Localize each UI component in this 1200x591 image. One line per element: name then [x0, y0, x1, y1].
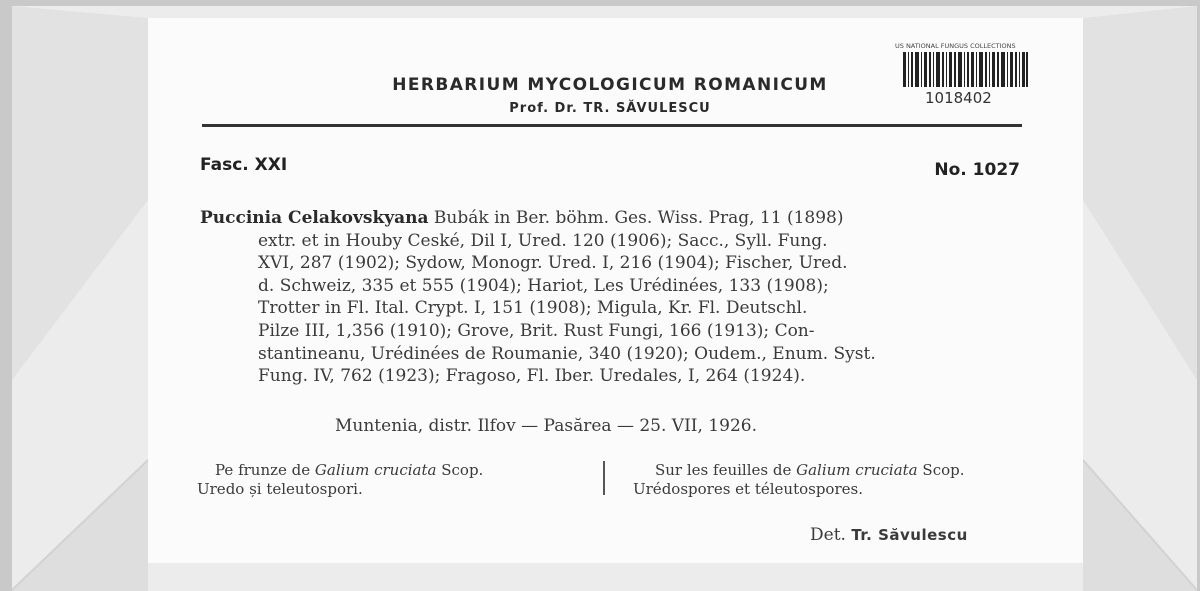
taxon-citation [200, 207, 1020, 388]
column-divider [603, 461, 605, 495]
exsiccata-number: No. 1027 [934, 160, 1020, 180]
institution-title: HERBARIUM MYCOLOGICUM ROMANICUM [392, 75, 828, 95]
taxon-name: Puccinia Celakovskyana [200, 208, 429, 228]
barcode-label [895, 42, 1040, 112]
host-species: Galium cruciata [314, 461, 437, 479]
citation-line: Trotter in Fl. Ital. Crypt. I, 151 (1908); Migula, Kr. Fl. Deutschl. [258, 298, 808, 319]
citation-line: Pilze III, 1,356 (1910); Grove, Brit. Rust Fungi, 166 (1913); Con- [258, 320, 815, 341]
host-species: Galium cruciata [796, 461, 918, 479]
header-rule [202, 124, 1022, 127]
citation-line: Puccinia Celakovskyana Bubák in Ber. böhm. Ges. Wiss. Prag, 11 (1898) [200, 208, 844, 228]
curator-name: Prof. Dr. TR. SĂVULESCU [509, 101, 711, 116]
host-note-romanian: Pe frunze de Galium cruciata Scop. Uredo și teleutospori. [197, 461, 484, 498]
determiner-name: Tr. Săvulescu [851, 526, 968, 544]
citation-line: stantineanu, Urédinées de Roumanie, 340 (1920); Oudem., Enum. Syst. [258, 343, 876, 364]
barcode-icon [903, 52, 1028, 87]
citation-line: extr. et in Houby Ceské, Dil I, Ured. 120 (1906); Sacc., Syll. Fung. [258, 230, 828, 251]
determiner: Det. Tr. Săvulescu [810, 525, 968, 545]
fascicle-label: Fasc. XXI [200, 155, 288, 175]
barcode-caption: US NATIONAL FUNGUS COLLECTIONS [895, 42, 1016, 50]
collection-locality: Muntenia, distr. Ilfov — Pasărea — 25. VII, 1926. [335, 416, 757, 436]
citation-line: XVI, 287 (1902); Sydow, Monogr. Ured. I, 216 (1904); Fischer, Ured. [258, 253, 848, 274]
barcode-number: 1018402 [925, 89, 992, 107]
host-note-french: Sur les feuilles de Galium cruciata Scop. Urédospores et téleutospores. [633, 461, 965, 498]
citation-line: d. Schweiz, 335 et 555 (1904); Hariot, Les Urédinées, 133 (1908); [258, 275, 829, 296]
citation-line: Fung. IV, 762 (1923); Fragoso, Fl. Iber. Uredales, I, 264 (1924). [258, 366, 806, 387]
